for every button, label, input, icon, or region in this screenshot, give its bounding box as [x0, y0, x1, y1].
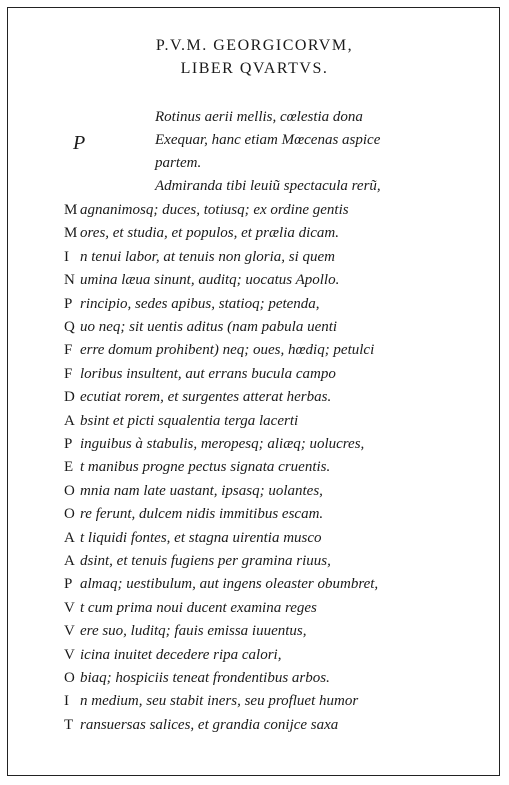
verse-capital: I	[64, 249, 69, 265]
verse-line	[64, 504, 323, 524]
verse-text: ere suo, luditq; fauis emissa iuuentus,	[80, 623, 307, 639]
verse-text: n tenui labor, at tenuis non gloria, si quem	[80, 249, 335, 265]
verse-capital: V	[64, 600, 75, 616]
verse-capital: O	[64, 670, 75, 686]
initial-letter: P	[73, 132, 86, 154]
verse-text: ecutiat rorem, et surgentes atterat herbas.	[80, 389, 332, 405]
verse-capital: F	[64, 342, 73, 358]
verse-capital: E	[64, 459, 74, 475]
verse-line	[64, 200, 349, 220]
verse-line	[64, 387, 331, 407]
verse-text: erre domum prohibent) neq; oues, hœdiq; petulci	[80, 342, 375, 358]
verse-capital: M	[64, 202, 78, 218]
verse-text: uo neq; sit uentis aditus (nam pabula uenti	[80, 319, 338, 335]
verse-line	[64, 645, 281, 665]
verse-capital: M	[64, 225, 78, 241]
verse-text: inguibus à stabulis, meropesq; aliæq; uolucres,	[80, 436, 365, 452]
verse-capital: N	[64, 272, 75, 288]
verse-text: agnanimosq; duces, totiusq; ex ordine gentis	[80, 202, 349, 218]
verse-line	[64, 715, 338, 735]
opening-line: Exequar, hanc etiam Mœcenas aspice	[155, 132, 381, 148]
verse-capital: P	[64, 296, 73, 312]
verse-capital: A	[64, 553, 75, 569]
verse-line	[64, 481, 323, 501]
verse-capital: V	[64, 623, 75, 639]
verse-line	[64, 223, 339, 243]
verse-capital: D	[64, 389, 75, 405]
verse-capital: I	[64, 693, 69, 709]
verse-text: almaq; uestibulum, aut ingens oleaster obumbret,	[80, 576, 379, 592]
verse-text: ores, et studia, et populos, et prælia dicam.	[80, 225, 340, 241]
verse-capital: O	[64, 483, 75, 499]
verse-text: icina inuitet decedere ripa calori,	[80, 647, 282, 663]
verse-capital: P	[64, 576, 73, 592]
verse-text: n medium, seu stabit iners, seu profluet humor	[80, 693, 359, 709]
verse-capital: A	[64, 530, 75, 546]
verse-text: umina læua sinunt, auditq; uocatus Apollo.	[80, 272, 340, 288]
verse-text: t cum prima noui ducent examina reges	[80, 600, 317, 616]
verse-capital: O	[64, 506, 75, 522]
verse-text: ransuersas salices, et grandia conijce saxa	[80, 717, 339, 733]
verse-line	[64, 364, 336, 384]
verse-capital: A	[64, 413, 75, 429]
verse-line	[64, 247, 335, 267]
verse-capital: Q	[64, 319, 75, 335]
verse-line	[64, 457, 330, 477]
verse-line	[64, 668, 330, 688]
verse-text: bsint et picti squalentia terga lacerti	[80, 413, 299, 429]
verse-text: t liquidi fontes, et stagna uirentia musco	[80, 530, 322, 546]
verse-text: biaq; hospiciis teneat frondentibus arbos.	[80, 670, 330, 686]
verse-text: t manibus progne pectus signata cruentis.	[80, 459, 331, 475]
verse-line	[64, 294, 320, 314]
opening-line: partem.	[155, 155, 202, 171]
book-subtitle: LIBER QVARTVS.	[180, 60, 329, 77]
verse-capital: V	[64, 647, 75, 663]
verse-line	[64, 411, 298, 431]
verse-line	[64, 691, 358, 711]
opening-line: Admiranda tibi leuiũ spectacula rerũ,	[155, 178, 381, 194]
verse-line	[64, 434, 364, 454]
verse-capital: F	[64, 366, 73, 382]
verse-line	[64, 551, 331, 571]
verse-line	[64, 528, 322, 548]
opening-line: Rotinus aerii mellis, cœlestia dona	[155, 109, 363, 125]
verse-line	[64, 621, 307, 641]
verse-text: rincipio, sedes apibus, statioq; petenda,	[80, 296, 320, 312]
verse-text: re ferunt, dulcem nidis immitibus escam.	[80, 506, 324, 522]
verse-capital: P	[64, 436, 73, 452]
book-title: P.V.M. GEORGICORVM,	[155, 37, 354, 54]
verse-line	[64, 574, 378, 594]
verse-line	[64, 598, 317, 618]
verse-text: loribus insultent, aut errans bucula campo	[80, 366, 336, 382]
verse-line	[64, 270, 339, 290]
verse-text: dsint, et tenuis fugiens per gramina riuus,	[80, 553, 331, 569]
verse-text: mnia nam late uastant, ipsasq; uolantes,	[80, 483, 323, 499]
verse-line	[64, 317, 337, 337]
verse-capital: T	[64, 717, 74, 733]
verse-line	[64, 340, 374, 360]
